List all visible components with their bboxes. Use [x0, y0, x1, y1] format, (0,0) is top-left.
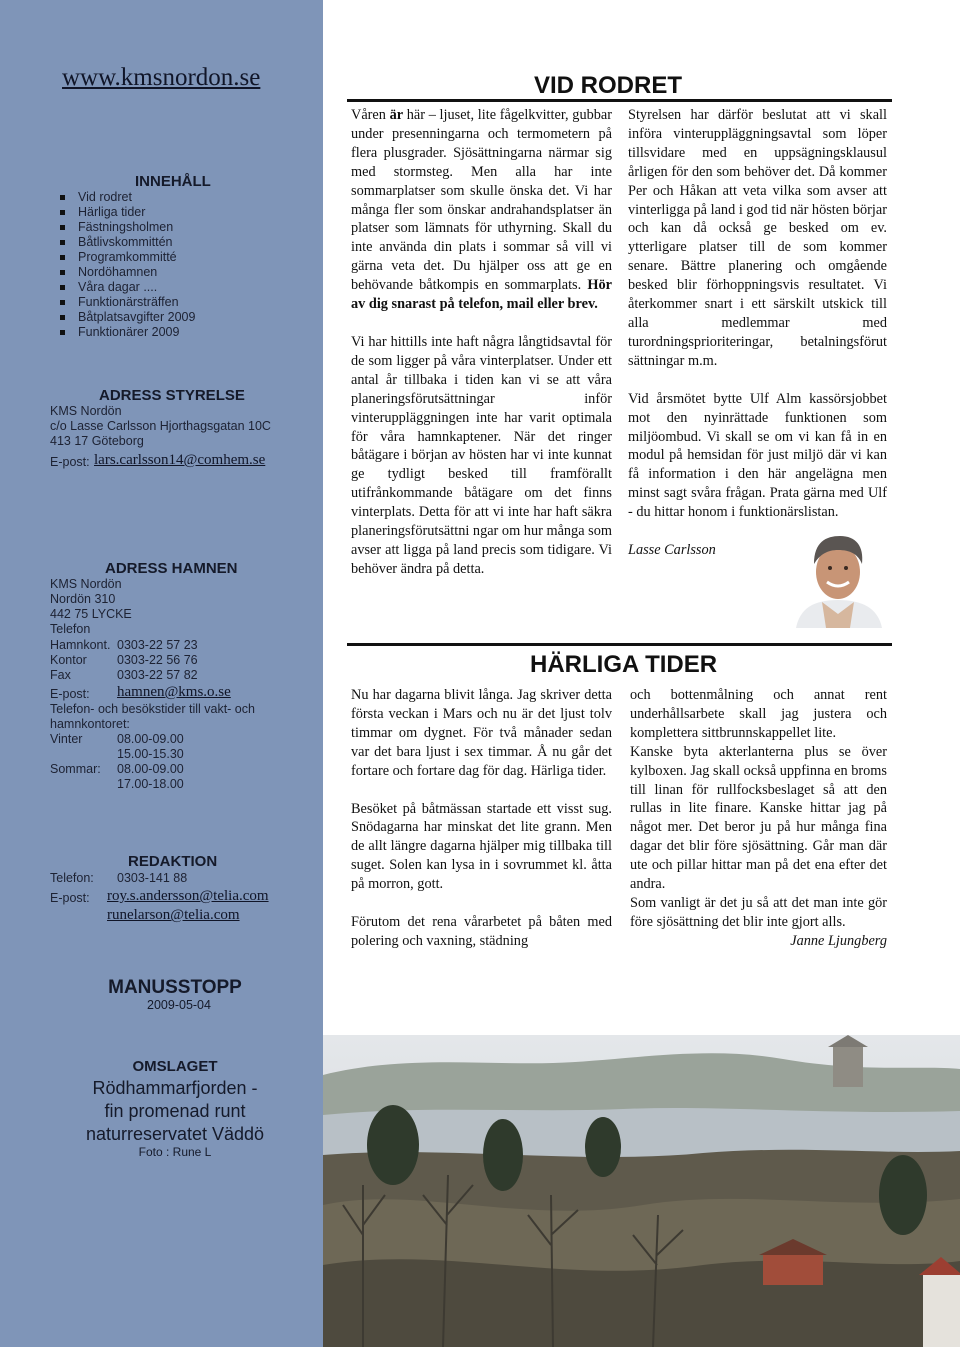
phone-label: Kontor — [50, 653, 87, 667]
list-item: Båtplatsavgifter 2009 — [60, 310, 195, 325]
paragraph: Nu har dagarna blivit långa. Jag skriver detta första veckan i Mars och nu är det ljust tolv timmar om dygnet. För två månader sedan var det bara ljust i sex timmar. Å nu går det fortare och fortare dag för dag. Härliga tider. — [351, 687, 612, 779]
list-item: Programkommitté — [60, 250, 195, 265]
summer-time: 17.00-18.00 — [117, 777, 184, 791]
winter-time: 08.00-09.00 — [117, 732, 184, 746]
summer-time: 08.00-09.00 — [117, 762, 184, 776]
editorial-email-link[interactable]: runelarson@telia.com — [107, 907, 240, 923]
board-address: KMS Nordön c/o Lasse Carlsson Hjorthagsgatan 10C 413 17 Göteborg — [50, 404, 271, 448]
bullet-icon — [60, 270, 65, 275]
section-rule — [347, 643, 892, 646]
editorial-email-link[interactable]: roy.s.andersson@telia.com — [107, 888, 269, 904]
bullet-icon — [60, 195, 65, 200]
cover-heading: OMSLAGET — [132, 1058, 218, 1075]
contents-list — [60, 190, 195, 340]
paragraph: Förutom det rena vårarbetet på båten med polering och vaxning, städning — [351, 914, 612, 949]
paragraph: och bottenmålning och annat rent underhållsarbete skall jag justera och komplettera sittbrunnskappellet lite. — [630, 687, 887, 741]
harbour-email-label: E-post: — [50, 687, 90, 701]
bullet-icon — [60, 210, 65, 215]
paragraph: Kanske byta akterlanterna plus se över kylboxen. Jag skall också uppfinna en broms till linan för rullfocksbeslaget så att den rullas in lite finare. Kanske hittar jag på något mer. Det beror ju på hur många fina dagar det blir före sjösättning. Går man där ute och pillar hittar man på det ena efter det andra. — [630, 743, 887, 893]
contents-heading: INNEHÅLL — [135, 173, 211, 190]
winter-time: 15.00-15.30 — [117, 747, 184, 761]
paragraph: Våren är här – ljuset, lite fågelkvitter, gubbar under presenningarna och termometern på flera plusgrader. Sjösättningarna närmar sig med stormsteg. Men alla har inte sommarplatser som skulle önska det. Vi har många fler som önskar andrahandsplatser än platser som lämnats för uthyrning. Skall du inte använda din plats i sommar så vill vi gärna veta det. Du hjälper oss att ge en behövande båtkompis en sommarplats. Hör av dig snarast på telefon, mail eller brev. — [351, 107, 612, 313]
list-item: Funktionärer 2009 — [60, 325, 195, 340]
phone-value: 0303-22 57 82 — [117, 668, 198, 682]
article-column — [630, 686, 887, 951]
bullet-icon — [60, 315, 65, 320]
board-address-heading: ADRESS STYRELSE — [99, 387, 245, 404]
phone-label: Fax — [50, 668, 71, 682]
list-item: Härliga tider — [60, 205, 195, 220]
author-signature: Janne Ljungberg — [790, 932, 887, 949]
editorial-email-label: E-post: — [50, 891, 90, 905]
list-item: Funktionärsträffen — [60, 295, 195, 310]
list-item: Våra dagar .... — [60, 280, 195, 295]
article-title: HÄRLIGA TIDER — [530, 651, 718, 678]
paragraph: Styrelsen har därför beslutat att vi skall införa vinteruppläggningsavtal som löper tillsvidare med en uppsägningsklausul årligen för den som behöver det. Då kommer Per och Håkan att veta vilka som avser att vinterligga på land i god tid när hösten börjar och kan då också ge besked om ev. ytterligare platser till de som kommer senare. Bättre planering och omgående besked blir förhoppningsvis resultatet. Vi återkommer snart i ett särskilt utskick till alla medlemmar med turordningsprioriteringar, betalningsförut sättningar m.m. — [628, 107, 887, 369]
editorial-phone: 0303-141 88 — [117, 871, 188, 885]
board-email-link[interactable]: lars.carlsson14@comhem.se — [94, 452, 266, 468]
bullet-icon — [60, 330, 65, 335]
title-rule — [347, 99, 892, 102]
article-column — [351, 686, 612, 951]
paragraph: Som vanligt är det ju så att det man inte gör före sjösättning det blir inte gjort alls. — [630, 894, 887, 930]
list-item: Nordöhamnen — [60, 265, 195, 280]
deadline-heading: MANUSSTOPP — [108, 977, 242, 998]
bullet-icon — [60, 285, 65, 290]
bullet-icon — [60, 225, 65, 230]
paragraph: Vid årsmötet bytte Ulf Alm kassörsjobbet mot den nyinrättade funktionen som miljöombud. Vi skall se om vi kan få in en modul på hemsidan för just miljö där vi kan få information i den här angelägna men minst sagt svåra frågan. Prata gärna med Ulf - du hittar honom i funktionärslistan. — [628, 390, 887, 521]
harbour-address-heading: ADRESS HAMNEN — [105, 560, 238, 577]
list-item: Fästningsholmen — [60, 220, 195, 235]
cover-photo-credit: Foto : Rune L — [138, 1145, 212, 1159]
editorial-heading: REDAKTION — [128, 853, 218, 870]
website-link[interactable]: www.kmsnordon.se — [62, 64, 261, 91]
phone-value: 0303-22 57 23 — [117, 638, 198, 652]
winter-label: Vinter — [50, 732, 83, 746]
paragraph: Besöket på båtmässan startade ett visst sug. Snödagarna har minskat det lite grann. Men de allt längre dagarna hjälper mig tillbaka till suget. Solen kan lysa in i sovrummet kl. åtta på morron, gott. — [351, 800, 612, 893]
bullet-icon — [60, 300, 65, 305]
bullet-icon — [60, 240, 65, 245]
bullet-icon — [60, 255, 65, 260]
phone-value: 0303-22 56 76 — [117, 653, 198, 667]
deadline-date: 2009-05-04 — [147, 998, 211, 1012]
list-item: Båtlivskommittén — [60, 235, 195, 250]
board-email-label: E-post: — [50, 455, 90, 469]
list-item: Vid rodret — [60, 190, 195, 205]
phone-label: Hamnkont. — [50, 638, 111, 652]
summer-label: Sommar: — [50, 762, 101, 776]
article-title: VID RODRET — [534, 72, 683, 99]
harbour-address: KMS Nordön Nordön 310 442 75 LYCKE Telefon — [50, 577, 132, 636]
author-portrait — [792, 530, 884, 628]
cover-landscape-photo — [323, 1035, 960, 1347]
article-column — [351, 106, 612, 579]
harbour-email-link[interactable]: hamnen@kms.o.se — [117, 684, 231, 700]
author-signature: Lasse Carlsson — [628, 542, 716, 559]
article-column — [628, 106, 887, 560]
editorial-phone-label: Telefon: — [50, 871, 94, 885]
paragraph: Vi har hittills inte haft några långtidsavtal för de som ligger på våra vinterplatser. Under ett antal år tillbaka i tiden kan vi se att våra planeringsförutsättningar inför vinteruppläggningen inte har varit optimala för våra hamnkaptener. När det ringer båtägare i början av hösten har vi inte kunnat ge tydligt besked till framförallt utifrånkommande båtägare om det finns vinterplats. Detta för att vi inte har haft säkra planeringsförutsättni ngar om hur många som avser att ligga på land precis som tidigare. Vi behöver ändra på detta. — [351, 333, 612, 577]
cover-caption: Rödhammarfjorden - fin promenad runt naturreservatet Väddö — [85, 1078, 265, 1144]
opening-hours-intro: Telefon- och besökstider till vakt- och hamnkontoret: — [50, 702, 255, 731]
